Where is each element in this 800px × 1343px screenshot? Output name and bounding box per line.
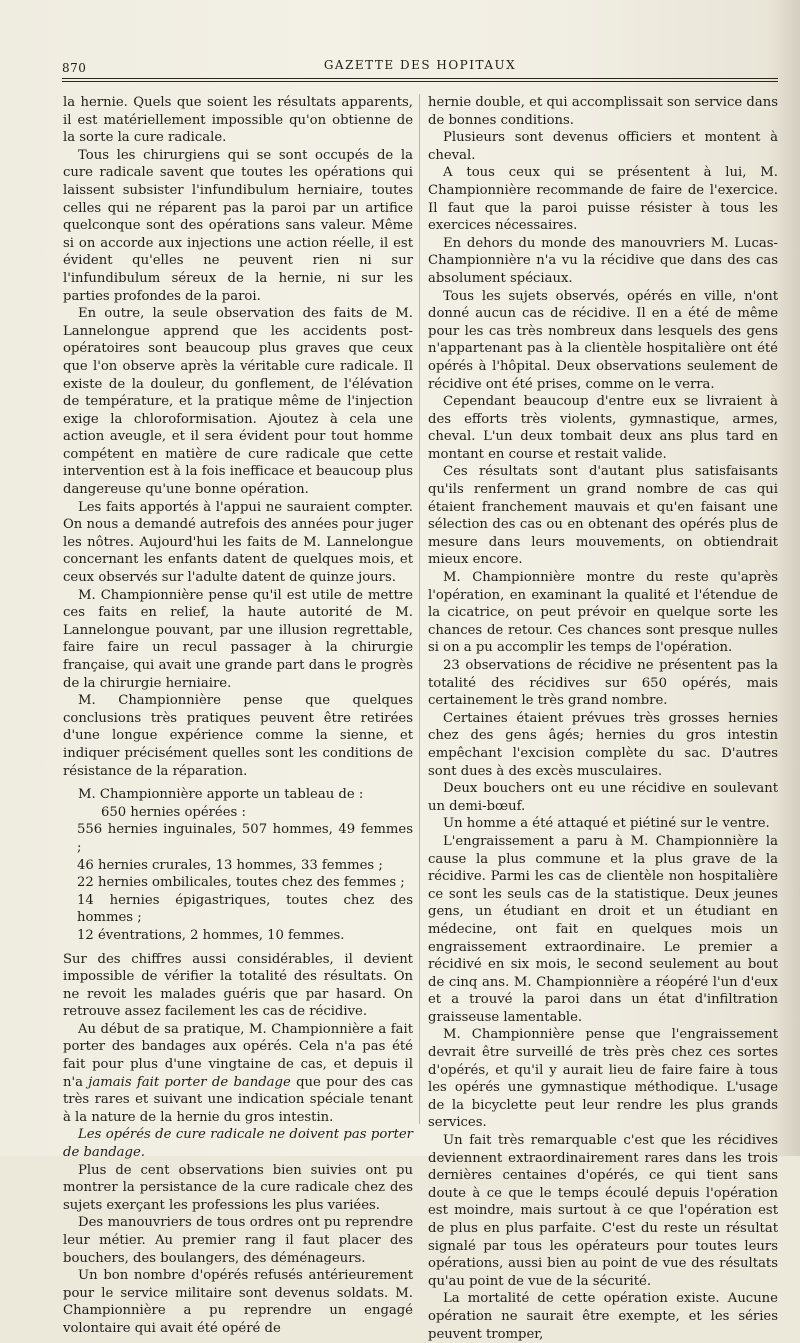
paragraph: Au début de sa pratique, M. Championnière a fait porter des bandages aux opérés. Cela n'a pas été fait pour plus d'une vingtaine de cas, et depuis il n'a jamais fait porter de bandage que pour des cas très rares et suivant une indication spéciale tenant à la nature de la hernie du gros intestin. [63, 1021, 413, 1125]
paragraph: Ces résultats sont d'autant plus satisfaisants qu'ils renferment un grand nombre de cas qui étaient franchement mauvais et qu'en faisant une sélection des cas ou en obtenant des opérés plus de mesure dans leurs mouvements, on obtiendrait mieux encore. [428, 464, 778, 568]
paragraph: Un fait très remarquable c'est que les récidives deviennent extraordinairement rares dans les trois dernières centaines d'opérés, ce qui tient sans doute à ce que le temps écoulé depuis l'opération est moindre, mais surtout à ce que l'opération est de plus en plus parfaite. C'est du reste un résultat signalé par tous les opérateurs pour toutes leurs opérations, aussi bien au point de vue des résultats qu'au point de vue de la sécurité. [428, 1133, 778, 1289]
page-header [62, 58, 778, 76]
paragraph: Tous les chirurgiens qui se sont occupés de la cure radicale savent que toutes les opérations qui laissent subsister l'infundibulum herniaire, toutes celles qui ne réparent pas la paroi par un artifice quelconque sont des opérations sans valeur. Même si on accorde aux injections une action réelle, il est évident qu'elles ne peuvent rien ni sur l'infundibulum séreux de la hernie, ni sur les parties profondes de la paroi. [63, 147, 413, 304]
paragraph: Les opérés de cure radicale ne doivent pas porter de bandage. [63, 1127, 413, 1161]
paragraph: la hernie. Quels que soient les résultats apparents, il est matériellement impossible qu'on obtienne de la sorte la cure radicale. [63, 95, 413, 146]
left-text-column [63, 94, 413, 1338]
paragraph: L'engraissement a paru à M. Championnière la cause la plus commune et la plus grave de la récidive. Parmi les cas de clientèle non hospitalière ce sont les seuls cas de la statistique. Deux jeunes gens, un étudiant en droit et un étudiant en médecine, ont fait en quelques mois un engraissement extraordinaire. Le premier a récidivé en six mois, le second seulement au bout de cinq ans. M. Championnière a réopéré l'un d'eux et a trouvé la paroi dans un état d'infiltration graisseuse lamentable. [428, 833, 778, 1025]
page-number: 870 [62, 61, 87, 75]
paragraph: hernie double, et qui accomplissait son service dans de bonnes conditions. [428, 95, 778, 128]
paragraph: En outre, la seule observation des faits de M. Lannelongue apprend que les accidents post-opératoires sont beaucoup plus graves que ceux que l'on observe après la véritable cure radicale. Il existe de la douleur, du gonflement, de l'élévation de température, et la pratique même de l'injection exige la chloroformisation. Ajoutez à cela une action aveugle, et il sera évident pour tout homme compétent en matière de cure radicale que cette intervention est à la fois inefficace et beaucoup plus dangereuse qu'une bonne opération. [63, 306, 413, 498]
list-line: 22 hernies ombilicales, toutes chez des femmes ; [77, 875, 405, 891]
paragraph: Plusieurs sont devenus officiers et montent à cheval. [428, 130, 778, 163]
paragraph: Un homme a été attaqué et piétiné sur le ventre. [443, 816, 770, 832]
paragraph: M. Championnière pense que l'engraissement devrait être surveillé de très près chez ces sortes d'opérés, et qu'il y aurait lieu de faire faire à tous les opérés une gymnastique méthodique. L'usage de la bicyclette peut leur rendre les plus grands services. [428, 1027, 778, 1131]
paragraph: Plus de cent observations bien suivies ont pu montrer la persistance de la cure radicale chez des sujets exerçant les professions les plus variées. [63, 1162, 413, 1213]
paragraph: En dehors du monde des manouvriers M. Lucas-Championnière n'a vu la récidive que dans des cas absolument spéciaux. [428, 235, 778, 286]
emphasis: jamais fait porter de bandage [88, 1074, 291, 1090]
journal-title: GAZETTE DES HOPITAUX [323, 58, 517, 72]
header-rule-thick [62, 78, 778, 79]
paragraph: La mortalité de cette opération existe. Aucune opération ne saurait être exempte, et les séries peuvent tromper, [428, 1291, 778, 1342]
paragraph: Cependant beaucoup d'entre eux se livraient à des efforts très violents, gymnastique, armes, cheval. L'un deux tombait deux ans plus tard en montant en course et restait valide. [428, 394, 778, 462]
list-line: 46 hernies crurales, 13 hommes, 33 femmes ; [77, 857, 383, 873]
list-line: 650 hernies opérées : [101, 804, 246, 820]
paragraph: M. Championnière pense qu'il est utile de mettre ces faits en relief, la haute autorité de M. Lannelongue pouvant, par une illusion regrettable, faire faire un recul passager à la chirurgie française, qui avait une grande part dans le progrès de la chirurgie herniaire. [63, 587, 413, 691]
paragraph: 23 observations de récidive ne présentent pas la totalité des récidives sur 650 opérés, mais certainement le très grand nombre. [428, 658, 778, 709]
paragraph: Deux bouchers ont eu une récidive en soulevant un demi-bœuf. [428, 781, 778, 814]
paragraph: M. Championnière montre du reste qu'après l'opération, en examinant la qualité et l'étendue de la cicatrice, on peut prévoir en quelque sorte les chances de retour. Ces chances sont presque nulles si on a pu accomplir les temps de l'opération. [428, 570, 778, 656]
list-line: 14 hernies épigastriques, toutes chez des hommes ; [77, 892, 413, 926]
paragraph: Sur des chiffres aussi considérables, il devient impossible de vérifier la totalité des résultats. On ne revoit les malades guéris que par hasard. On retrouve assez facilement les cas de récidive. [63, 951, 413, 1020]
paragraph: Les faits apportés à l'appui ne sauraient compter. On nous a demandé autrefois des années pour juger les nôtres. Aujourd'hui les faits de M. Lannelongue concernant les enfants datent de quelques mois, et ceux observés sur l'adulte datent de quinze jours. [63, 499, 413, 586]
paragraph: M. Championnière pense que quelques conclusions très pratiques peuvent être retirées d'une longue expérience comme la sienne, et indiquer précisément quelles sont les conditions de résistance de la réparation. [63, 693, 413, 779]
header-rule-thin [62, 81, 778, 82]
paragraph: M. Championnière apporte un tableau de : [78, 787, 364, 803]
paragraph: Tous les sujets observés, opérés en ville, n'ont donné aucun cas de récidive. Il en a été de même pour les cas très nombreux dans lesquels des gens n'appartenant pas à la clientèle hospitalière ont été opérés à l'hôpital. Deux observations seulement de récidive ont été prises, comme on le verra. [428, 288, 778, 392]
paragraph: Des manouvriers de tous ordres ont pu reprendre leur métier. Au premier rang il faut placer des bouchers, des boulangers, des déménageurs. [63, 1215, 413, 1266]
paragraph: A tous ceux qui se présentent à lui, M. Championnière recommande de faire de l'exercice. Il faut que la paroi puisse résister à tous les exercices nécessaires. [428, 165, 778, 234]
column-divider [419, 94, 420, 1124]
paragraph: Un bon nombre d'opérés refusés antérieurement pour le service militaire sont devenus soldats. M. Championnière a pu reprendre un engagé volontaire qui avait été opéré de [63, 1268, 413, 1336]
list-line: 556 hernies inguinales, 507 hommes, 49 femmes ; [77, 822, 413, 855]
list-line: 12 éventrations, 2 hommes, 10 femmes. [77, 927, 345, 943]
paragraph: Certaines étaient prévues très grosses hernies chez des gens âgés; hernies du gros intestin empêchant l'excision complète du sac. D'autres sont dues à des excès musculaires. [428, 710, 778, 779]
